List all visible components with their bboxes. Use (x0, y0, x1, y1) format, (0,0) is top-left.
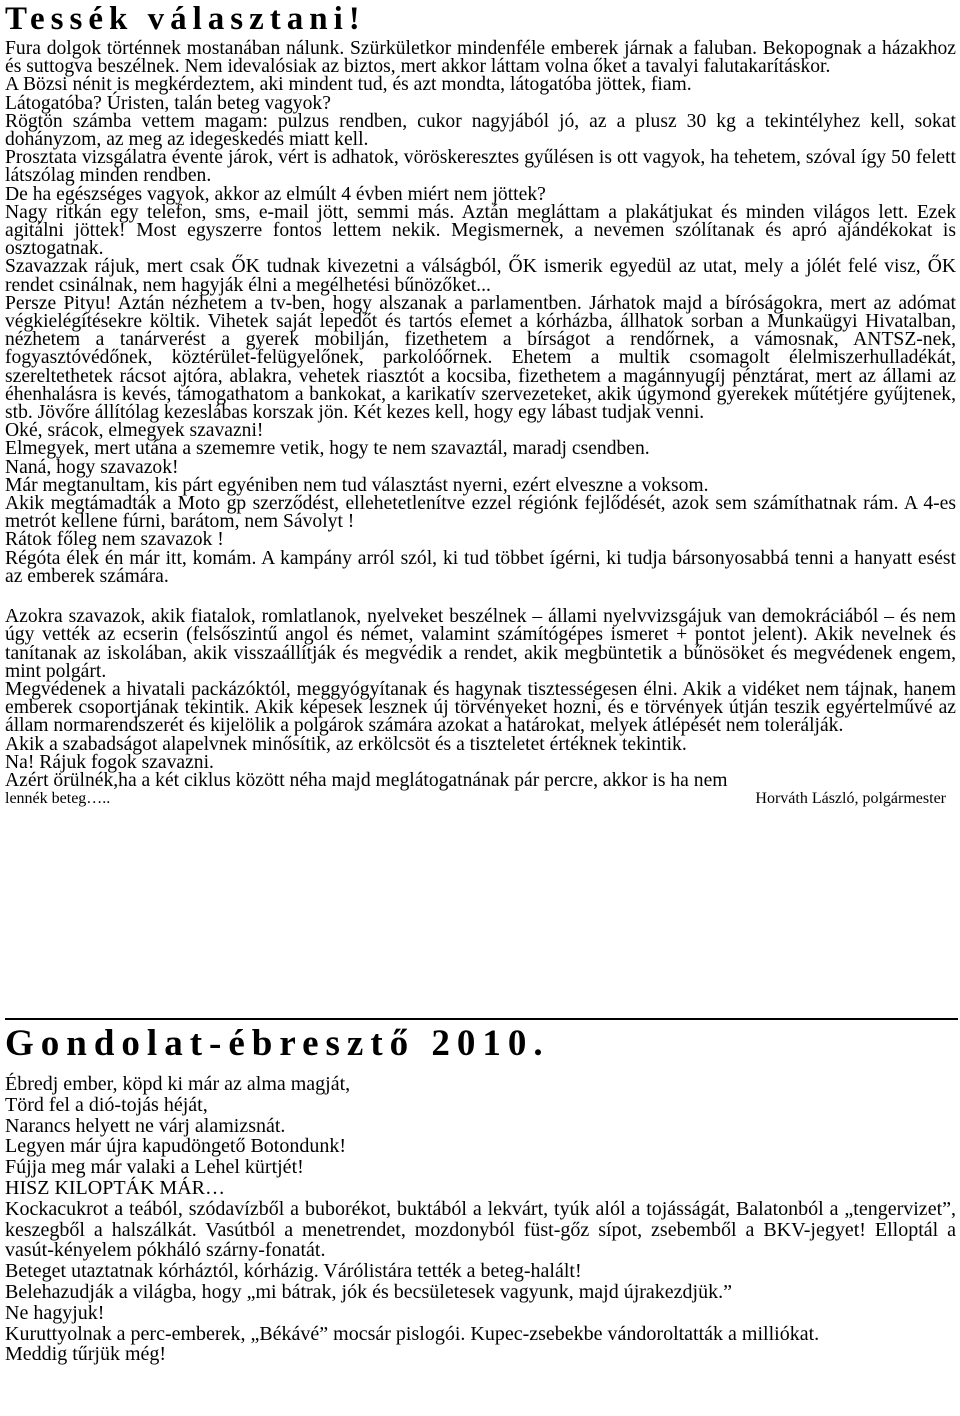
article-tessek-valasztani (5, 0, 956, 808)
paragraph: Oké, srácok, elmegyek szavazni! (5, 420, 264, 442)
paragraph: Nagy ritkán egy telefon, sms, e-mail jött, semmi más. Aztán megláttam a plakátjukat és minden világos lett. Ezek agitálni jöttek! Most egyszerre fontos lettem nekik. Megismernek, a nevemen szólítanak és apró ajándékokat is osztogatnak. (5, 201, 956, 260)
paragraph: Belehazudják a világba, hogy „mi bátrak, jók és becsületesek vagyunk, majd újrakezdjük.” (5, 1280, 732, 1303)
poem-line: Legyen már újra kapudöngető Botondunk! (5, 1135, 347, 1158)
paragraph: Akik megtámadták a Moto gp szerződést, ellehetetlenítve ezzel régiónk fejlődését, azok sem számíthatnak rám. A 4-es metrót kellene fúrni, barátom, nem Sávolyt ! (5, 493, 956, 533)
paragraph: Akik a szabadságot alapelvnek minősítik, az erkölcsöt és a tiszteletet értéknek tekintik. (5, 733, 687, 755)
paragraph: Fura dolgok történnek mostanában nálunk. Szürkületkor mindenféle emberek járnak a faluban. Bekopognak a házakhoz és suttogva beszélnek. Nem idevalósiak az biztos, mert akkor láttam volna őket a tavalyi falutakarításkor. (5, 38, 956, 78)
paragraph: Kuruttyolnak a perc-emberek, „Békávé” mocsár pislogói. Kupec-zsebekbe vándoroltatták a milliókat. (5, 1322, 820, 1345)
paragraph: Már megtanultam, kis párt egyéniben nem tud választást nyerni, ezért elveszne a voksom. (5, 474, 709, 496)
paragraph: Szavazzak rájuk, mert csak ŐK tudnak kivezetni a válságból, ŐK ismerik egyedül az utat, mely a jólét felé visz, ŐK rendet csinálnak, nem hagyják élni a megélhetési bűnözőket... (5, 256, 956, 296)
paragraph: Beteget utaztatnak kórháztól, kórházig. Várólistára tették a beteg-halált! (5, 1260, 582, 1283)
paragraph-gap (5, 586, 956, 608)
section-divider (5, 1018, 958, 1020)
paragraph: Persze Pityu! Aztán nézhetem a tv-ben, hogy alszanak a parlamentben. Járhatok majd a bíróságokra, mert az adómat végkielégítésekre költik. Vihetek saját lepedőt és tartós elemet a kórházba, állhatok sorban a Munkaügyi Hivatalban, nézhetem a tanárverést a gyerek mobilján, fizethetem a bírságot a rendőrnek, a vámosnak, ANTSZ-nek, fogyasztóvédőnek, köztérület-felügyelőnek, parkolóőrnek. Ehetem a multik csomagolt élelmiszerhulladékát, szereltethetek rácsot ajtóra, ablakra, vehetek riasztót a kocsiba, fizethetem a magánnyugíj pénztárat, mert az állami az éhenhalásra is kevés, támogathatom a bankokat, a karikatív szervezeteket, akik úgymond gyerekek műtétjére gyűjtenek, stb. Jövőre állítólag kezeslábas korszak jön. Két kezes kell, hogy egy lábast tudjak venni. (5, 292, 956, 424)
paragraph: Ne hagyjuk! (5, 1301, 105, 1324)
paragraph: Prosztata vizsgálatra évente járok, vért is adhatok, vöröskeresztes gyűlésen is ott vagyok, ha tehetem, szóval így 50 felett látszólag minden rendben. (5, 147, 956, 187)
paragraph: Kockacukrot a teából, szódavízből a buborékot, buktából a lekvárt, tyúk alól a tojásságát, Balatonból a „tengervizet”, keszegből a halszálkát. Vasútból a menetrendet, mozdonyból füst-gőz sípot, zsebemből a BKV-jegyet! Elloptál a vasút-kényelem pókháló szárny-fonatát. (5, 1197, 956, 1262)
paragraph: Naná, hogy szavazok! (5, 456, 179, 478)
paragraph: Rögtön számba vettem magam: pulzus rendben, cukor nagyjából jó, az a plusz 30 kg a tekintélyhez kell, sokat dohányzom, az meg az idegeskedés miatt kell. (5, 110, 956, 151)
paragraph: Rátok főleg nem szavazok ! (5, 529, 224, 551)
article-body (5, 1074, 956, 1365)
paragraph: Meddig tűrjük még! (5, 1343, 167, 1366)
paragraph: Na! Rájuk fogok szavazni. (5, 751, 214, 773)
article-title: Gondolat-ébresztő 2010. (5, 1023, 550, 1064)
poem-line: HISZ KILOPTÁK MÁR… (5, 1176, 225, 1199)
paragraph: Azokra szavazok, akik fiatalok, romlatlanok, nyelveket beszélnek – állami nyelvvizsgájuk van demokráciából – és nem úgy vették az ecserin (felsőszintű angol és német, valamint számítógépes ismeret + pontot jelent). Akik nevelnek és tanítanak az iskolában, akik visszaállítják és megvédik a rendet, akik megbüntetik a bűnösöket és megvédenek engem, mint polgárt. (5, 606, 956, 682)
article-gondolat-ebreszto (5, 1022, 956, 1365)
paragraph: De ha egészséges vagyok, akkor az elmúlt 4 évben miért nem jöttek? (5, 183, 546, 205)
paragraph: Régóta élek én már itt, komám. A kampány arról szól, ki tud többet ígérni, ki tudja bársonyosabbá tenni a hanyatt esést az emberek számára. (5, 547, 956, 587)
paragraph: Megvédenek a hivatali packázóktól, meggyógyítanak és hagynak tisztességesen élni. Akik a vidéket nem tájnak, hanem emberek csoportjának tekintik. Akik képesek lesznek új törvényeket hozni, és e törvények útján teszik egyértelművé az állam normarendszerét és kijelölik a polgárok számára azokat a határokat, melyek átlépését nem tolerálják. (5, 678, 956, 737)
article-title: Tessék választani! (5, 1, 366, 37)
signature-row (5, 790, 956, 808)
poem-line: Ébredj ember, köpd ki már az alma magját, (5, 1073, 351, 1095)
closing-end: lennék beteg….. (5, 790, 111, 808)
paragraph: Elmegyek, mert utána a szememre vetik, hogy te nem szavaztál, maradj csendben. (5, 438, 650, 460)
article-body (5, 40, 956, 808)
signature: Horváth László, polgármester (755, 790, 946, 808)
paragraph: Látogatóba? Úristen, talán beteg vagyok? (5, 92, 331, 114)
closing-paragraph: Azért örülnék,ha a két ciklus között néha majd meglátogatnának pár percre, akkor is ha nem (5, 769, 728, 791)
paragraph: A Bözsi nénit is megkérdeztem, aki mindent tud, és azt mondta, látogatóba jöttek, fiam. (5, 74, 692, 96)
poem-line: Törd fel a dió-tojás héját, (5, 1093, 208, 1116)
poem-line: Narancs helyett ne várj alamizsnát. (5, 1114, 286, 1137)
poem-line: Fújja meg már valaki a Lehel kürtjét! (5, 1156, 304, 1179)
